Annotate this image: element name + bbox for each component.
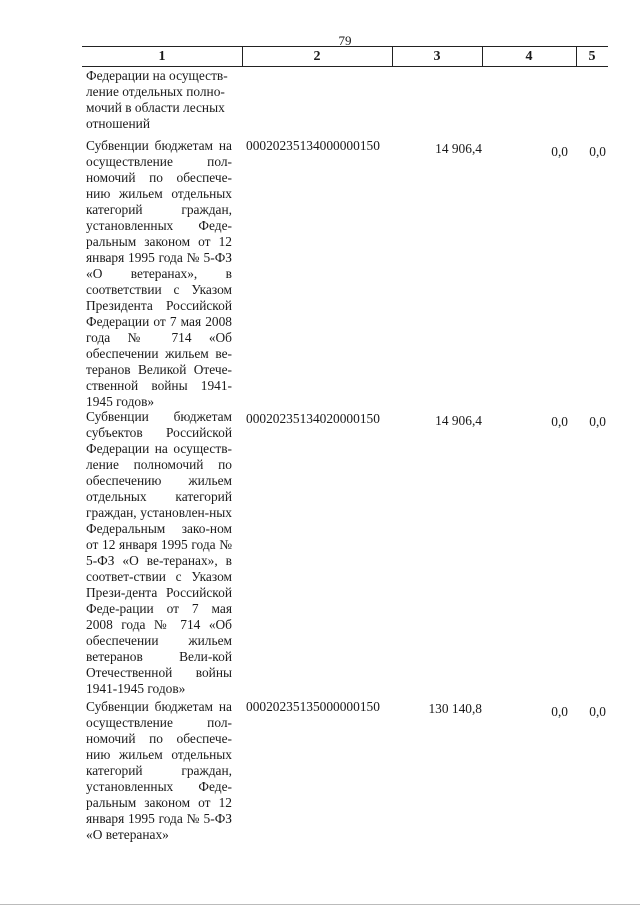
row-col5: 0,0 — [589, 144, 606, 159]
row-code: 00020235134000000150 — [246, 138, 380, 153]
row-col5: 0,0 — [589, 704, 606, 719]
header-col-3: 3 — [433, 49, 441, 64]
row-description: Федерации на осуществ- ление отдельных полно- мочий в области лесных отношений — [86, 68, 228, 131]
header-top-rule — [82, 46, 608, 47]
row-description: Субвенции бюджетам на осуществление пол-номочий по обеспече-нию жильем отдельных категорий граждан, установленных Феде-ральным законом от 12 января 1995 года № 5-ФЗ «О ветеранах», в соответствии с Указом Президента Российской Федерации от 7 мая 2008 года № 714 «Об обеспечении жильем ве-теранов Великой Отече-ственной войны 1941-1945 годов» — [86, 138, 232, 409]
header-col-4: 4 — [525, 49, 533, 64]
header-bottom-rule — [82, 66, 608, 67]
row-col4: 0,0 — [551, 144, 568, 159]
row-col4: 0,0 — [551, 414, 568, 429]
row-col4: 0,0 — [551, 704, 568, 719]
row-description: Субвенции бюджетам на осуществление пол-номочий по обеспече-нию жильем отдельных категорий граждан, установленных Феде-ральным законом от 12 января 1995 года № 5-ФЗ «О ветеранах» — [86, 699, 232, 842]
row-col5: 0,0 — [589, 414, 606, 429]
row-code: 00020235134020000150 — [246, 411, 380, 426]
page-edge-rule — [0, 904, 640, 905]
table-header — [82, 46, 608, 68]
row-amount: 14 906,4 — [435, 141, 482, 156]
row-code: 00020235135000000150 — [246, 699, 380, 714]
row-description: Субвенции бюджетам субъектов Российской Федерации на осуществ-ление полномочий по обеспечению жильем отдельных категорий граждан, установлен-ных Федеральным зако-ном от 12 января 1995 года № 5-ФЗ «О ве-теранах», в соответ-ствии с Указом Прези-дента Российской Феде-рации от 7 мая 2008 года № 714 «Об обеспечении жильем ветеранов Вели-кой Отечественной войны 1941-1945 годов» — [86, 409, 232, 696]
header-col-5: 5 — [588, 49, 596, 64]
header-col-2: 2 — [313, 49, 321, 64]
page-number: 79 — [338, 33, 352, 48]
header-col-1: 1 — [158, 49, 166, 64]
row-amount: 130 140,8 — [428, 701, 482, 716]
row-amount: 14 906,4 — [435, 413, 482, 428]
